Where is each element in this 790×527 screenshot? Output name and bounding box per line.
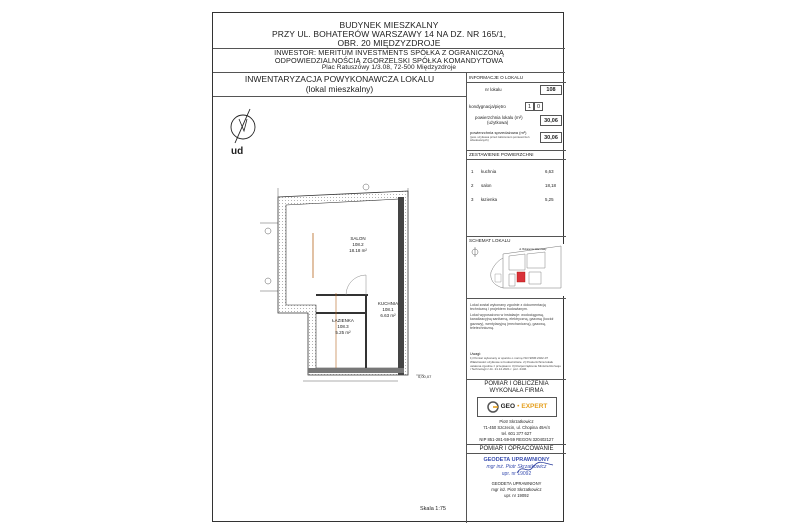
geo-expert-logo-icon [487, 401, 499, 413]
logo-text-expert: EXPERT [521, 402, 548, 410]
company-section-title-2: WYKONAŁA FIRMA [489, 388, 544, 394]
room-area-kuchnia: 6.63 m² [380, 313, 396, 318]
area2-value: 30,06 [540, 132, 562, 143]
summary-area-1: 6,63 [545, 169, 554, 174]
company-ids: NIP 851-281-59-59 REGON 320402127 [479, 437, 554, 442]
area-value: 30,06 [540, 115, 562, 126]
floor-plan [248, 163, 448, 403]
summary-no-1: 1 [471, 169, 474, 174]
company-section-title-1: POMIAR I OBLICZENIA [484, 381, 549, 387]
signer-license: upr. nr 19092 [504, 493, 529, 498]
floor-value-2: 0 [534, 102, 543, 111]
area2-label: powierzchnia sprzedażowa (m²) [470, 130, 527, 135]
note-2: Lokal wyposażono w instalacje: wodociągową, kanalizacyjną sanitarną, elektryczną, gazową (kocioł gazowy), wentylacyjną (mechaniczną), gazową, teletechniczną. [470, 313, 554, 331]
summary-name-1: kuchnia [481, 169, 497, 174]
stamp-name: mgr inż. Piotr Skrzatkowicz [486, 464, 547, 470]
signature-section-title: POMIAR I OPRACOWANIE [479, 446, 554, 452]
summary-name-2: salon [481, 183, 492, 188]
investor-line-2: ODPOWIEDZIALNOŚCIĄ ZGORZELSKI SPÓŁKA KOMANDYTOWA [274, 56, 504, 65]
info-column [466, 72, 566, 523]
room-name-lazienka: ŁAZIENKA [332, 318, 354, 323]
room-code-salon: 108.2 [352, 242, 364, 247]
unit-number-value: 108 [540, 85, 562, 95]
rooms-summary-title: ZESTAWIENIE POWIERZCHNI [469, 152, 534, 157]
room-name-kuchnia: KUCHNIA [377, 301, 399, 306]
logo-dash: • [517, 402, 520, 410]
document-title: INWENTARYZACJA POWYKONAWCZA LOKALU [244, 74, 435, 84]
summary-no-3: 3 [471, 197, 474, 202]
drawing-sheet [212, 12, 564, 522]
room-area-salon: 18.18 m² [349, 248, 367, 253]
level-mark: 0,00,07 [418, 374, 432, 379]
signer-name: mgr inż. Piotr Skrzatkowicz [491, 487, 542, 492]
summary-no-2: 2 [471, 183, 474, 188]
info-title: INFORMACJE O LOKALU [469, 75, 524, 80]
room-area-lazienka: 5.25 m² [335, 330, 351, 335]
remarks-text: 1) Pomiar wykonany w oparciu o normę ISO 9836:2022-07 Właściwości użytkowe w budownictwie. 2) Powierzchnia lokalu ustalona zgodnie z przepisami. 3) Rozporządzenie Ministra Rozwoju i Technologii z dn. 21.12.2021 r. poz. 2446. [470, 356, 561, 372]
handwritten-signature [515, 461, 555, 477]
note-1: Lokal został wykonany zgodnie z dokumentacją techniczną i projektem budowlanym. [470, 303, 546, 312]
stamp-title: GEODETA UPRAWNIONY [483, 457, 550, 463]
area2-sub: (pow. użytkowa przed zaliczeniem pomieszczeń wbudowanych) [470, 135, 530, 143]
building-parcel: OBR. 20 MIĘDZYZDROJE [337, 38, 441, 48]
drawing-scale: Skala 1:75 [420, 506, 446, 512]
floor-value-1: 1 [525, 102, 534, 111]
scheme-title: SCHEMAT LOKALU [469, 238, 511, 243]
logo-text-geo: GEO [500, 402, 516, 410]
summary-area-3: 5,25 [545, 197, 554, 202]
remarks-title: Uwagi: [470, 352, 481, 356]
area-label: powierzchnia lokalu (m²) [475, 115, 523, 120]
company-address: 71-450 Szczecin, ul. Chopina 49A/4 [483, 425, 550, 430]
scheme-street-label: ul. Bohaterów Warszawy [519, 248, 547, 251]
investor-address: Plac Ratuszowy 1/3.08, 72-500 Międzyzdroje [321, 64, 457, 71]
company-logo [477, 397, 557, 417]
room-code-lazienka: 108.3 [337, 324, 349, 329]
company-phone: tel. 601 377 627 [501, 431, 532, 436]
company-owner: Piotr Skrzatkowicz [499, 419, 534, 424]
signer-title: GEODETA UPRAWNIONY [491, 481, 542, 486]
location-scheme [469, 244, 564, 296]
title-divider [213, 96, 466, 97]
room-code-kuchnia: 108.1 [382, 307, 394, 312]
stamp-number: upr. nr 19092 [501, 471, 532, 477]
building-address: PRZY UL. BOHATERÓW WARSZAWY 14 NA DZ. NR 165/1, [271, 29, 507, 39]
room-name-salon: SALON [350, 236, 366, 241]
document-subtitle: (lokal mieszkalny) [305, 84, 374, 94]
area-sub: (użytkowa) [487, 120, 509, 125]
summary-name-3: łazienka [481, 197, 498, 202]
summary-area-2: 18,18 [545, 183, 556, 188]
unit-number-label: nr lokalu [485, 87, 502, 92]
north-label: ud [231, 146, 244, 157]
floor-label: kondygnacja/piętro [469, 104, 506, 109]
building-title: BUDYNEK MIESZKALNY [339, 20, 439, 30]
investor-line-1: INWESTOR: MERITUM INVESTMENTS SPÓŁKA Z OGRANICZONĄ [274, 48, 504, 57]
